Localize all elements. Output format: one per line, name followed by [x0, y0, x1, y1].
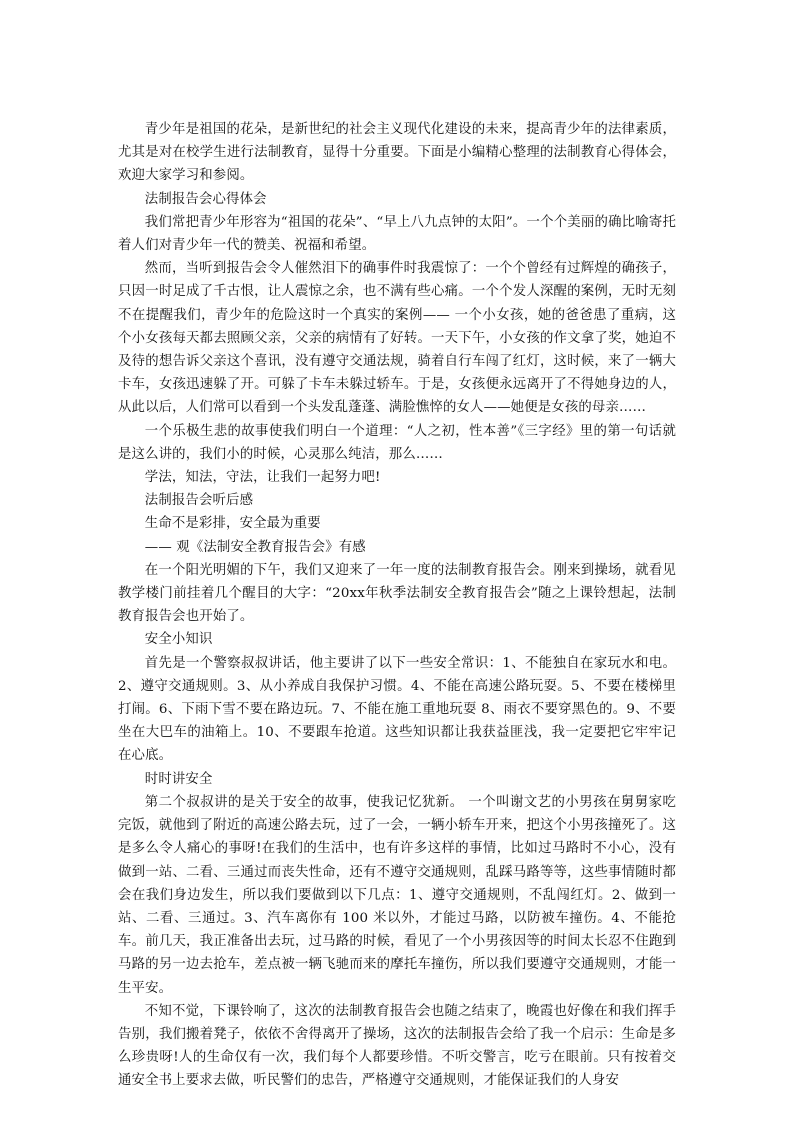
body-paragraph: 我们常把青少年形容为“祖国的花朵”、“早上八九点钟的太阳”。一个个美丽的确比喻寄托着人们对青少年一代的赞美、祝福和希望。: [118, 214, 676, 254]
body-paragraph: 第二个叔叔讲的是关于安全的故事，使我记忆犹新。 一个叫谢文艺的小男孩在舅舅家吃完饭，就他到了附近的高速公路去玩，过了一会，一辆小轿车开来，把这个小男孩撞死了。这是多么令人痛心的事呀!在我们的生活中，也有许多这样的事情，比如过马路时不小心，没有做到一站、二看、三通过而丧失性命，还有不遵守交通规则，乱踩马路等等，这些事情随时都会在我们身边发生，所以我们要做到以下几点：1、遵守交通规则，不乱闯红灯。2、做到一站、二看、三通过。3、汽车离你有 100 米以外，才能过马路，以防被车撞伤。4、不能抢车。前几天，我正准备出去玩，过马路的时候，看见了一个小男孩因等的时间太长忍不住跑到马路的另一边去抢车，差点被一辆飞驰而来的摩托车撞伤，所以我们要遵守交通规则，才能一生平安。: [118, 794, 676, 996]
section-heading: 法制报告会心得体会: [144, 191, 267, 207]
document-body: [118, 118, 676, 1093]
section-heading: 法制报告会听后感: [144, 493, 254, 509]
essay-title: 生命不是彩排，安全最为重要: [144, 516, 321, 532]
body-paragraph: 然而，当听到报告会令人催然泪下的确事件时我震惊了：一个个曾经有过辉煌的确孩子，只因一时足成了千古恨，让人震惊之余，也不满有些心痛。一个个发人深醒的案例，无时无刻不在提醒我们，青少年的危险这时一个真实的案例—— 一个小女孩，她的爸爸患了重病，这个小女孩每天都去照顾父亲，父亲的病情有了好转。一天下午，小女孩的作文拿了奖，她迫不及待的想告诉父亲这个喜讯，没有遵守交通法规，骑着自行车闯了红灯，这时候，来了一辆大卡车，女孩迅速躲了开。可躲了卡车未躲过轿车。于是，女孩便永远离开了不得她身边的人，从此以后，人们常可以看到一个头发乱蓬蓬、满脸憔悴的女人——她便是女孩的母亲……: [118, 261, 676, 416]
intro-paragraph: 青少年是祖国的花朵，是新世纪的社会主义现代化建设的未来，提高青少年的法律素质，尤其是对在校学生进行法制教育，显得十分重要。下面是小编精心整理的法制教育心得体会，欢迎大家学习和参阅。: [118, 122, 676, 184]
section-heading: 时时讲安全: [144, 771, 213, 787]
essay-subtitle: —— 观《法制安全教育报告会》有感: [144, 539, 366, 555]
body-paragraph: 不知不觉，下课铃响了，这次的法制教育报告会也随之结束了，晚霞也好像在和我们挥手告别，我们搬着凳子，依依不舍得离开了操场，这次的法制报告会给了我一个启示：生命是多么珍贵呀!人的生命仅有一次，我们每个人都要珍惜。不听交警言，吃亏在眼前。只有按着交通安全书上要求去做，听民警们的忠告，严格遵守交通规则，才能保证我们的人身安: [118, 1003, 676, 1089]
body-paragraph: 首先是一个警察叔叔讲话，他主要讲了以下一些安全常识：1、不能独自在家玩水和电。2、遵守交通规则。3、从小养成自我保护习惯。4、不能在高速公路玩耍。5、不要在楼梯里打闹。6、下雨下雪不要在路边玩。7、不能在施工重地玩耍 8、雨衣不要穿黑色的。9、不要坐在大巴车的油箱上。10、不要跟车抢道。这些知识都让我获益匪浅，我一定要把它牢牢记在心底。: [118, 655, 676, 764]
body-paragraph: 一个乐极生悲的故事使我们明白一个道理：“人之初，性本善”《三字经》里的第一句话就是这么讲的，我们小的时候，心灵那么纯洁，那么……: [118, 423, 676, 462]
body-paragraph: 学法，知法，守法，让我们一起努力吧!: [144, 470, 381, 486]
body-paragraph: 在一个阳光明媚的下午，我们又迎来了一年一度的法制教育报告会。刚来到操场，就看见教学楼门前挂着几个醒目的大字：“20xx年秋季法制安全教育报告会”随之上课铃想起，法制教育报告会也开始了。: [118, 562, 676, 625]
section-heading: 安全小知识: [144, 632, 213, 648]
